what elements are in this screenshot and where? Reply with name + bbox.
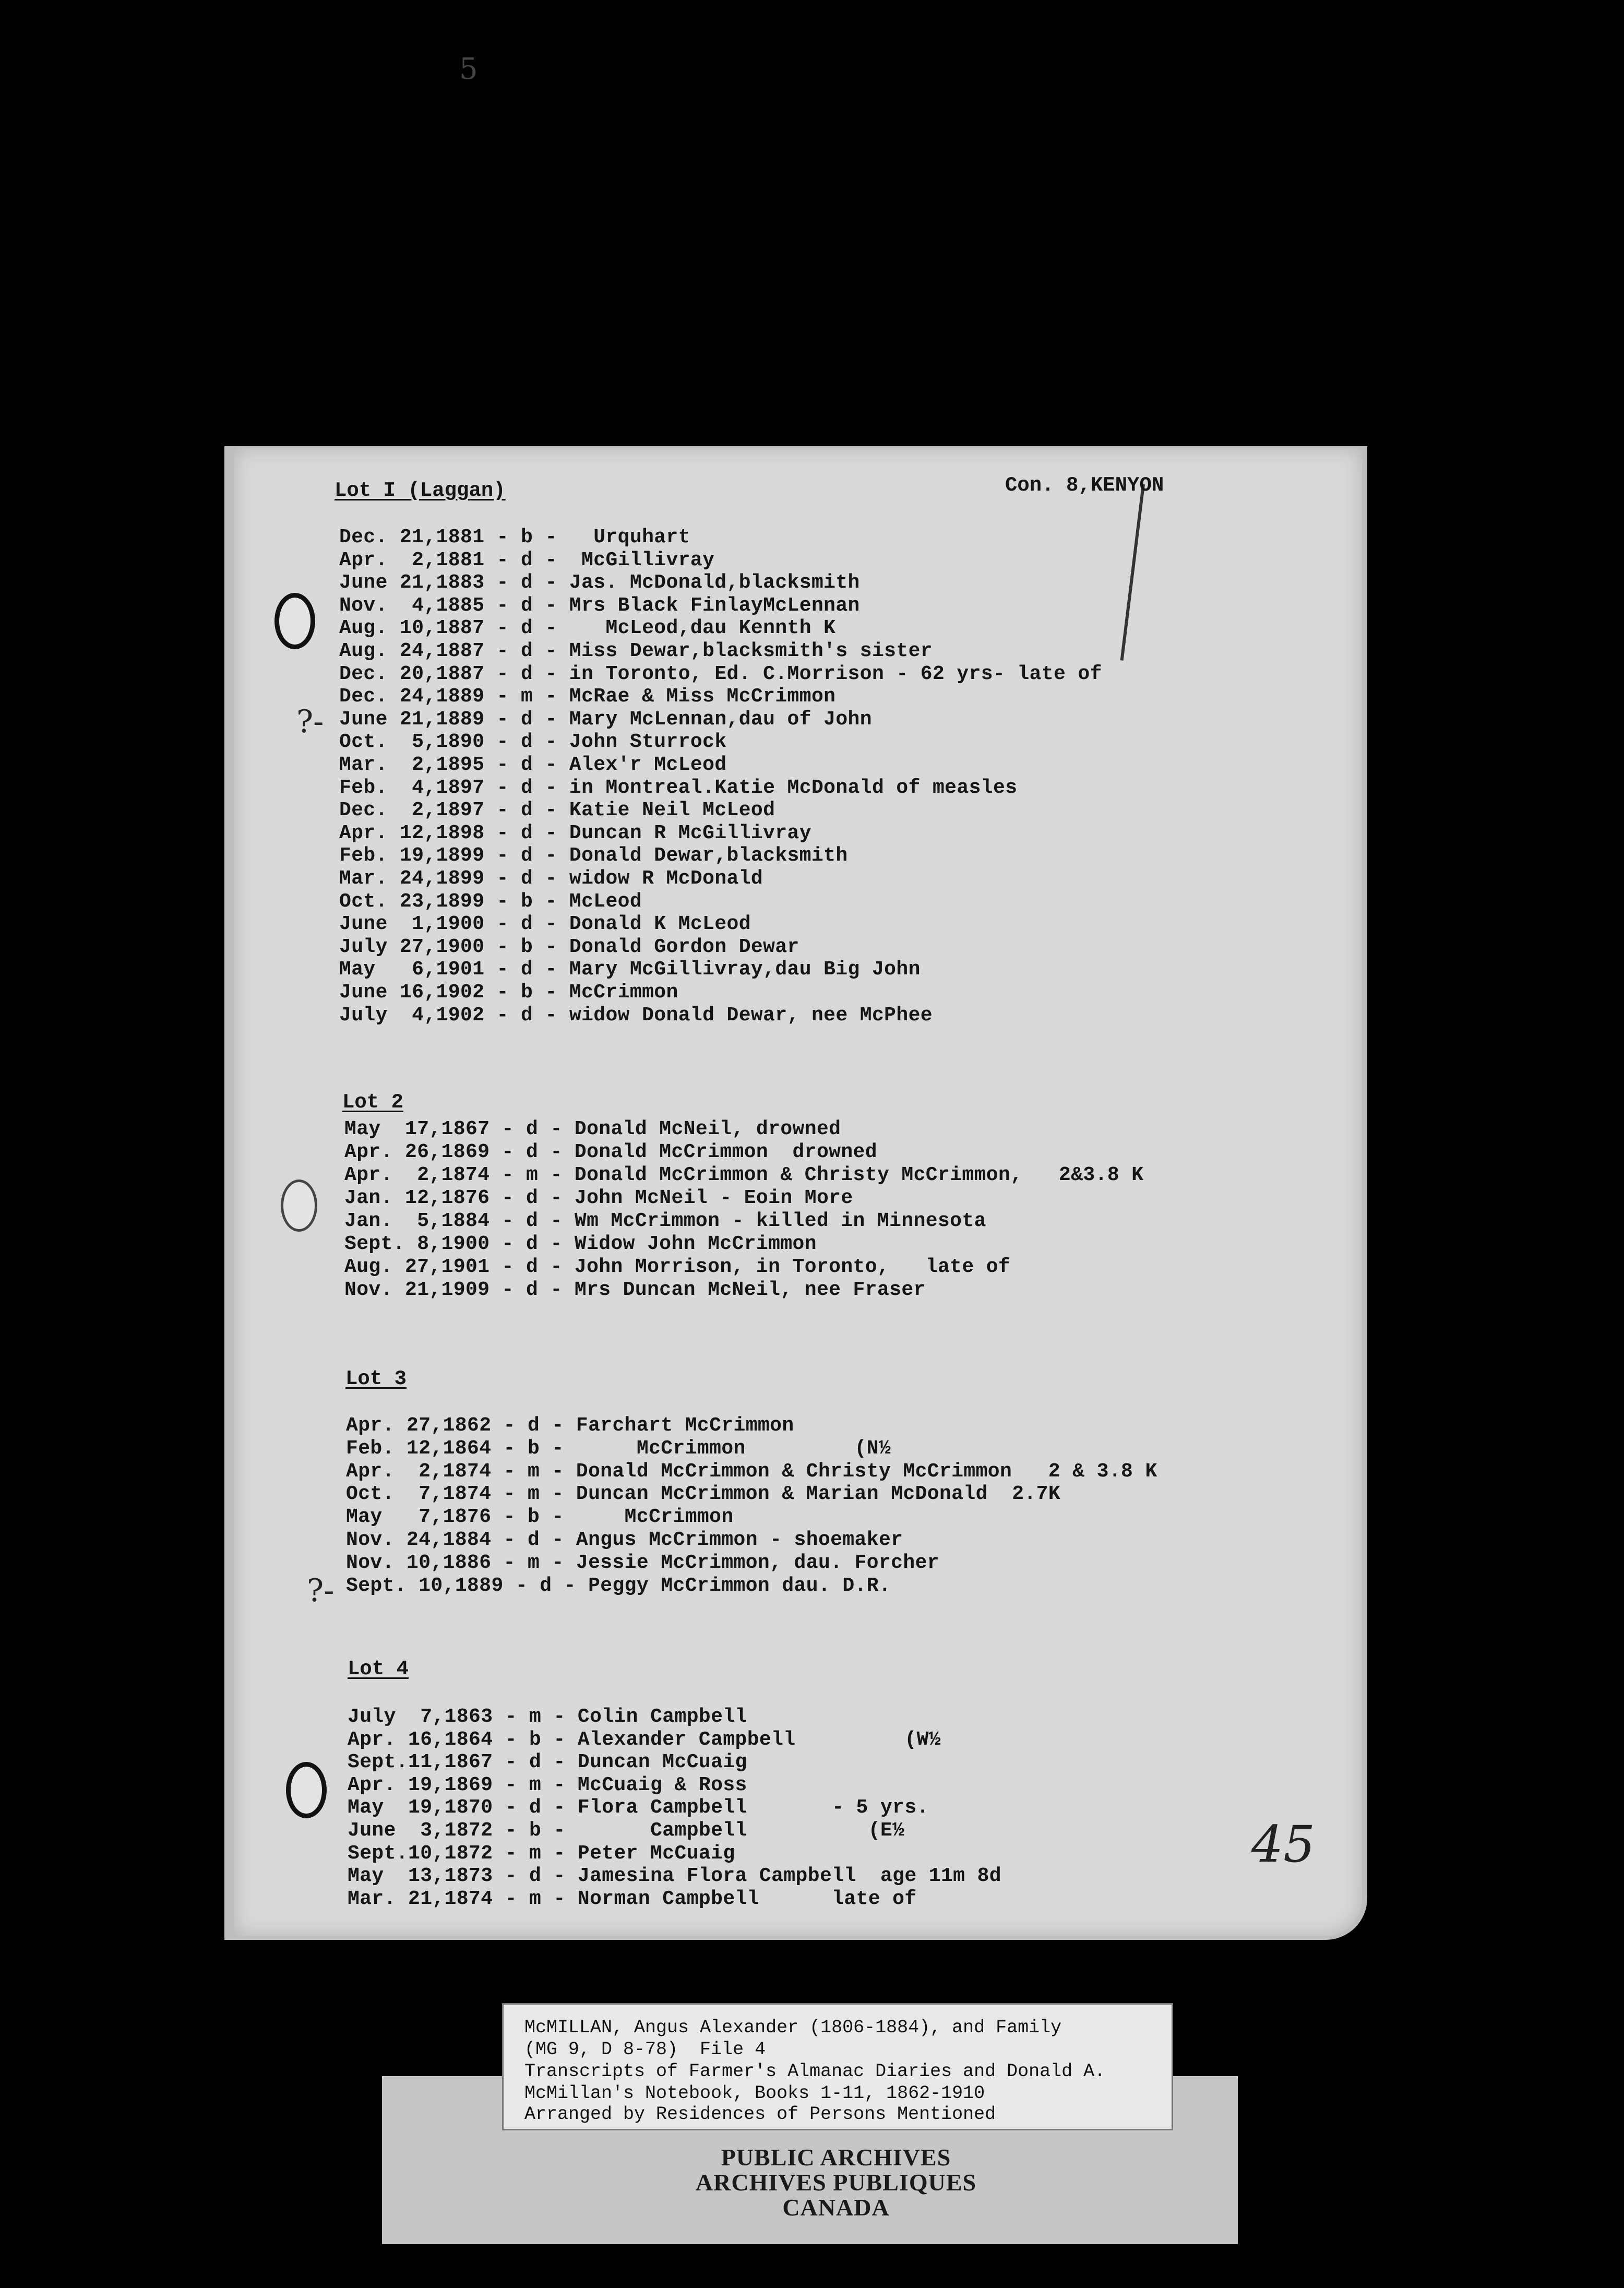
record-line: Apr. 16,1864 - b - Alexander Campbell (W½ (348, 1728, 941, 1751)
record-line: July 4,1902 - d - widow Donald Dewar, nee McPhee (339, 1004, 933, 1027)
record-line: July 27,1900 - b - Donald Gordon Dewar (339, 935, 799, 958)
record-line: Mar. 24,1899 - d - widow R McDonald (339, 867, 763, 890)
record-line: Oct. 5,1890 - d - John Sturrock (339, 731, 727, 754)
label-line: (MG 9, D 8-78) File 4 (524, 2039, 766, 2060)
stamp-line: PUBLIC ARCHIVES (721, 2144, 951, 2171)
top-pencil-mark: 5 (459, 52, 478, 86)
record-line: Aug. 24,1887 - d - Miss Dewar,blacksmith's sister (339, 640, 933, 662)
record-line: May 7,1876 - b - McCrimmon (346, 1506, 734, 1529)
catalog-label (502, 2003, 1173, 2130)
record-line: May 13,1873 - d - Jamesina Flora Campbell age 11m 8d (348, 1865, 1001, 1888)
record-line: Sept. 8,1900 - d - Widow John McCrimmon (344, 1233, 817, 1255)
record-line: Apr. 27,1862 - d - Farchart McCrimmon (346, 1414, 794, 1437)
record-line: May 17,1867 - d - Donald McNeil, drowned (344, 1118, 841, 1140)
record-line: Dec. 21,1881 - b - Urquhart (339, 526, 690, 549)
label-line: McMillan's Notebook, Books 1-11, 1862-1910 (524, 2083, 985, 2104)
record-line: Sept. 10,1889 - d - Peggy McCrimmon dau. D.R. (346, 1574, 891, 1597)
lot-title: Lot 4 (348, 1658, 409, 1681)
record-line: Apr. 2,1874 - m - Donald McCrimmon & Christy McCrimmon, 2&3.8 K (344, 1164, 1144, 1186)
record-line: Nov. 4,1885 - d - Mrs Black FinlayMcLennan (339, 594, 860, 617)
record-line: Apr. 19,1869 - m - McCuaig & Ross (348, 1773, 747, 1796)
lot-title: Lot I (Laggan) (335, 479, 506, 502)
record-line: Dec. 20,1887 - d - in Toronto, Ed. C.Morrison - 62 yrs- late of (339, 662, 1102, 685)
typed-sheet (234, 448, 1362, 1936)
record-line: Feb. 4,1897 - d - in Montreal.Katie McDonald of measles (339, 776, 1018, 799)
record-line: Mar. 2,1895 - d - Alex'r McLeod (339, 754, 727, 776)
margin-question-mark: ?- (307, 1572, 335, 1609)
record-line: Apr. 26,1869 - d - Donald McCrimmon drowned (344, 1141, 877, 1163)
record-line: Apr. 2,1874 - m - Donald McCrimmon & Christy McCrimmon 2 & 3.8 K (346, 1460, 1157, 1483)
record-line: Feb. 19,1899 - d - Donald Dewar,blacksmith (339, 844, 848, 867)
record-line: June 1,1900 - d - Donald K McLeod (339, 913, 751, 936)
record-line: Aug. 10,1887 - d - McLeod,dau Kennth K (339, 617, 836, 640)
record-line: Oct. 7,1874 - m - Duncan McCrimmon & Marian McDonald 2.7K (346, 1483, 1061, 1506)
record-line: May 6,1901 - d - Mary McGillivray,dau Big John (339, 958, 921, 981)
record-line: Sept.10,1872 - m - Peter McCuaig (348, 1842, 735, 1865)
page-number: 45 (1251, 1815, 1316, 1874)
binder-hole (281, 1179, 317, 1232)
record-line: Apr. 12,1898 - d - Duncan R McGillivray (339, 821, 811, 844)
record-line: Nov. 10,1886 - m - Jessie McCrimmon, dau. Forcher (346, 1551, 939, 1574)
record-line: Jan. 5,1884 - d - Wm McCrimmon - killed in Minnesota (344, 1210, 986, 1232)
lot-title: Lot 3 (345, 1367, 407, 1390)
binder-hole (274, 593, 315, 649)
record-line: June 16,1902 - b - McCrimmon (339, 981, 678, 1004)
pen-stroke (1120, 484, 1145, 661)
lot-title: Lot 2 (342, 1091, 404, 1114)
record-line: Aug. 27,1901 - d - John Morrison, in Toronto, late of (344, 1256, 1011, 1278)
archives-stamp (674, 2145, 998, 2220)
record-line: Oct. 23,1899 - b - McLeod (339, 890, 642, 913)
binder-hole (286, 1762, 327, 1818)
record-line: June 3,1872 - b - Campbell (E½ (348, 1819, 905, 1842)
record-line: Apr. 2,1881 - d - McGillivray (339, 549, 715, 571)
record-line: Dec. 24,1889 - m - McRae & Miss McCrimmon (339, 685, 836, 708)
stamp-line: CANADA (782, 2194, 890, 2221)
record-line: Nov. 21,1909 - d - Mrs Duncan McNeil, nee Fraser (344, 1279, 926, 1301)
record-line: Jan. 12,1876 - d - John McNeil - Eoin More (344, 1187, 853, 1209)
record-line: Nov. 24,1884 - d - Angus McCrimmon - shoemaker (346, 1529, 903, 1551)
label-line: Transcripts of Farmer's Almanac Diaries and Donald A. (524, 2061, 1106, 2082)
record-line: Mar. 21,1874 - m - Norman Campbell late of (348, 1887, 917, 1910)
record-line: June 21,1883 - d - Jas. McDonald,blacksmith (339, 571, 860, 594)
record-line: Sept.11,1867 - d - Duncan McCuaig (348, 1751, 747, 1774)
record-line: Dec. 2,1897 - d - Katie Neil McLeod (339, 799, 775, 822)
record-line: July 7,1863 - m - Colin Campbell (348, 1706, 747, 1728)
stamp-line: ARCHIVES PUBLIQUES (695, 2169, 977, 2196)
label-line: Arranged by Residences of Persons Mentioned (524, 2104, 996, 2125)
label-line: McMILLAN, Angus Alexander (1806-1884), and Family (524, 2017, 1062, 2038)
concession-header: Con. 8,KENYON (1005, 474, 1164, 497)
margin-question-mark: ?- (296, 704, 324, 740)
record-line: May 19,1870 - d - Flora Campbell - 5 yrs. (348, 1796, 929, 1819)
record-line: June 21,1889 - d - Mary McLennan,dau of John (339, 708, 872, 731)
record-line: Feb. 12,1864 - b - McCrimmon (N½ (346, 1437, 891, 1460)
